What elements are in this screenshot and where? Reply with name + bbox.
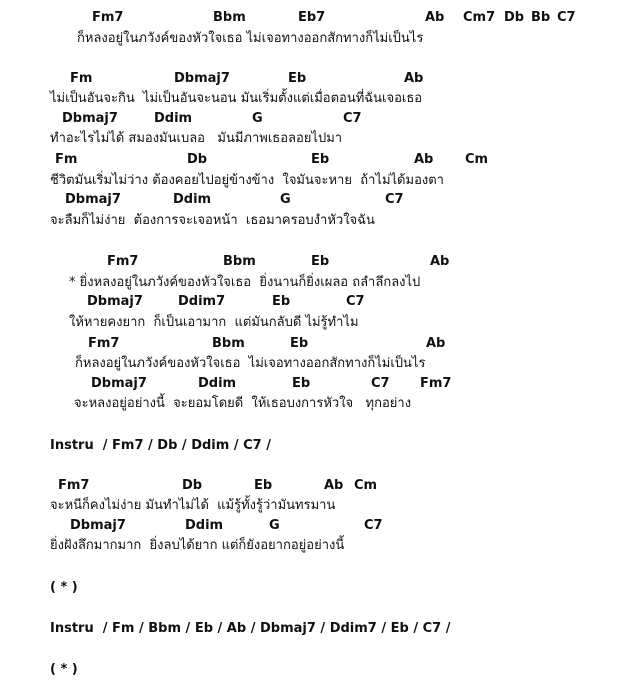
instrumental-line: Instru / Fm7 / Db / Ddim / C7 /: [50, 438, 271, 453]
chord: Bb: [531, 10, 551, 25]
chord: Eb: [290, 336, 309, 351]
lyric-line: ไม่เป็นอันจะกิน ไม่เป็นอันจะนอน มันเริ่มตั้งแต่เมื่อตอนที่ฉันเจอเธอ: [50, 91, 423, 106]
chord-line: [0, 476, 620, 496]
chord: Eb: [311, 152, 330, 167]
chord: Eb: [292, 376, 311, 391]
chord: Bbm: [213, 10, 246, 25]
chord: Ddim7: [178, 294, 226, 309]
chord: Eb: [311, 254, 330, 269]
chord: Dbmaj7: [87, 294, 143, 309]
chord: Bbm: [223, 254, 256, 269]
chord: Eb: [272, 294, 291, 309]
chord: Dbmaj7: [62, 111, 118, 126]
chord: Ab: [425, 10, 445, 25]
chord-line: [0, 190, 620, 210]
chord: G: [252, 111, 263, 126]
chord-line: [0, 8, 620, 28]
chord-line: [0, 292, 620, 312]
chord: C7: [343, 111, 362, 126]
chord: Ddim: [154, 111, 193, 126]
chord: C7: [385, 192, 404, 207]
chord-line: [0, 109, 620, 129]
chord: Dbmaj7: [65, 192, 121, 207]
chord: Ab: [414, 152, 434, 167]
chord: Fm7: [107, 254, 139, 269]
chord: C7: [364, 518, 383, 533]
chord: C7: [371, 376, 390, 391]
chord: Db: [187, 152, 208, 167]
chord: Cm: [465, 152, 489, 167]
chord: Fm7: [58, 478, 90, 493]
lyric-line: ให้หายคงยาก ก็เป็นเอามาก แต่มันกลับดี ไม่รู้ทำไม: [69, 315, 359, 330]
chord-line: [0, 334, 620, 354]
chord: Eb: [288, 71, 307, 86]
chord: Ddim: [173, 192, 212, 207]
repeat-chorus-marker: ( * ): [50, 662, 78, 677]
chord: Dbmaj7: [91, 376, 147, 391]
chord-line: [0, 69, 620, 89]
chord-line: [0, 252, 620, 272]
lyric-line: จะหนีก็คงไม่ง่าย มันทำไม่ได้ แม้รู้ทั้งรู้ว่ามันทรมาน: [50, 498, 336, 513]
chord: Fm: [70, 71, 93, 86]
chord: Fm7: [420, 376, 452, 391]
chord: Fm: [55, 152, 78, 167]
chord: Ddim: [198, 376, 237, 391]
lyric-line: ก็หลงอยู่ในภวังค์ของหัวใจเธอ ไม่เจอทางออกสักทางก็ไม่เป็นไร: [75, 356, 426, 371]
chord: Ab: [324, 478, 344, 493]
repeat-chorus-marker: ( * ): [50, 580, 78, 595]
lyric-line: * ยิ่งหลงอยู่ในภวังค์ของหัวใจเธอ ยิ่งนานก็ยิ่งเผลอ ถลำลึกลงไป: [69, 275, 421, 290]
chord: C7: [557, 10, 576, 25]
chord: Eb: [254, 478, 273, 493]
chord: Db: [182, 478, 203, 493]
lyric-line: ก็หลงอยู่ในภวังค์ของหัวใจเธอ ไม่เจอทางออกสักทางก็ไม่เป็นไร: [77, 31, 424, 46]
chord: Dbmaj7: [70, 518, 126, 533]
chord: Ab: [426, 336, 446, 351]
lyric-line: ทำอะไรไม่ได้ สมองมันเบลอ มันมีภาพเธอลอยไปมา: [50, 131, 343, 146]
chord-line: [0, 516, 620, 536]
chord: Ddim: [185, 518, 224, 533]
chord: Bbm: [212, 336, 245, 351]
chord: Dbmaj7: [174, 71, 230, 86]
chord: C7: [346, 294, 365, 309]
chord: Ab: [430, 254, 450, 269]
chord: G: [280, 192, 291, 207]
chord: Ab: [404, 71, 424, 86]
lyric-line: จะลืมก็ไม่ง่าย ต้องการจะเจอหน้า เธอมาครอบงำหัวใจฉัน: [50, 213, 375, 228]
chord-line: [0, 374, 620, 394]
lyric-line: ยิ่งฝังลึกมากมาก ยิ่งลบได้ยาก แต่ก็ยังอยากอยู่อย่างนี้: [50, 538, 345, 553]
chord-line: [0, 150, 620, 170]
chord: G: [269, 518, 280, 533]
instrumental-line: Instru / Fm / Bbm / Eb / Ab / Dbmaj7 / Ddim7 / Eb / C7 /: [50, 621, 451, 636]
lyric-line: ชีวิตมันเริ่มไม่ว่าง ต้องคอยไปอยู่ข้างข้าง ใจมันจะหาย ถ้าไม่ได้มองตา: [50, 173, 444, 188]
chord: Fm7: [92, 10, 124, 25]
chord: Eb7: [298, 10, 326, 25]
chord: Cm: [354, 478, 378, 493]
chord: Cm7: [463, 10, 496, 25]
lyric-line: จะหลงอยู่อย่างนี้ จะยอมโดยดี ให้เธอบงการหัวใจ ทุกอย่าง: [74, 396, 412, 411]
chord: Fm7: [88, 336, 120, 351]
chord: Db: [504, 10, 525, 25]
